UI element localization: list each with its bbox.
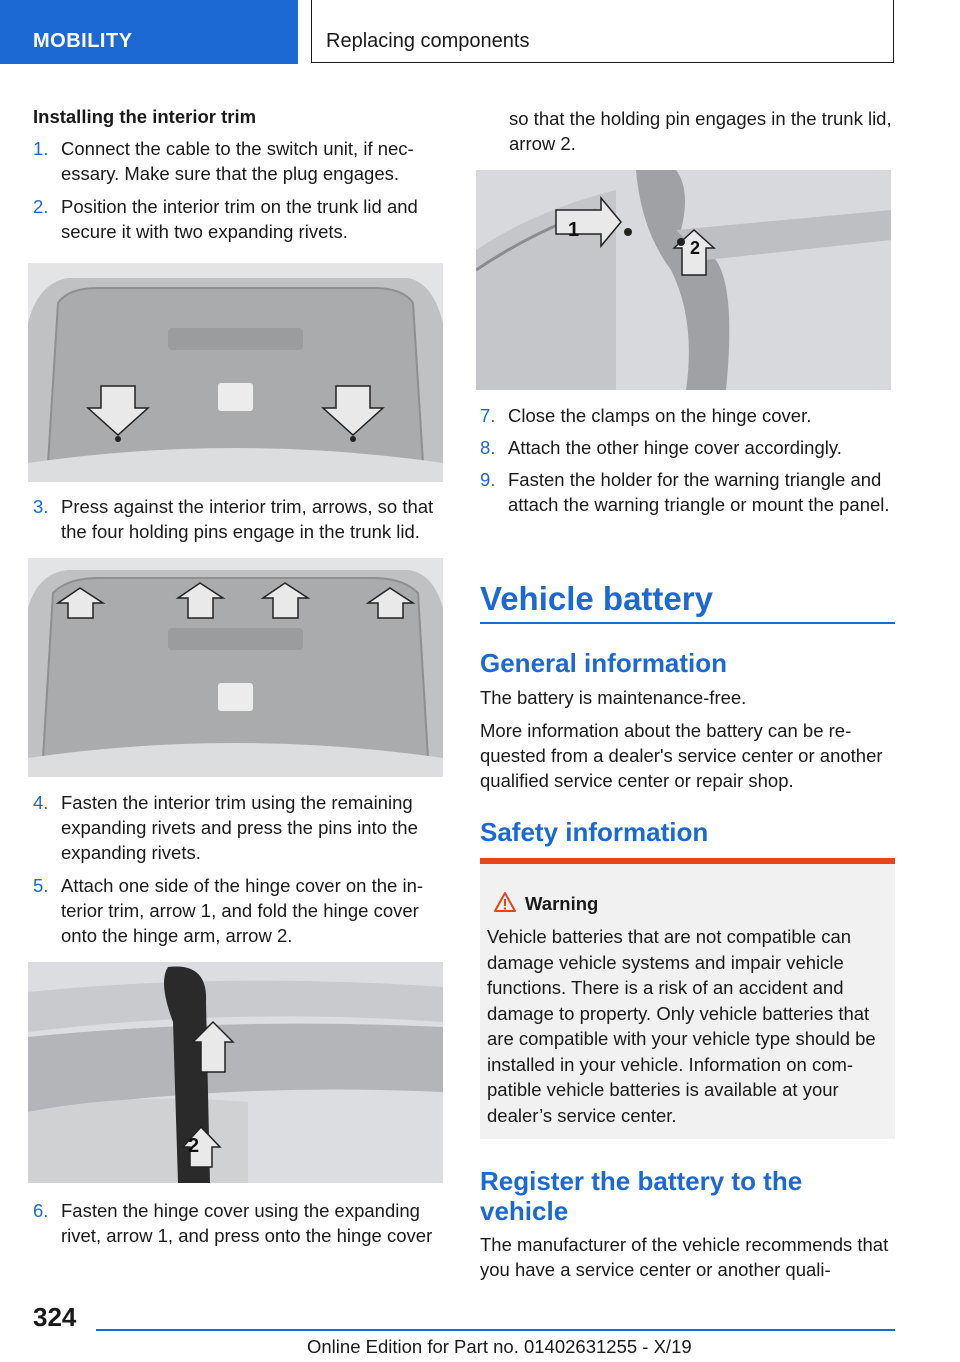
section-tab [0,0,298,64]
step-6-continuation: so that the holding pin engages in the trunk lid, arrow 2. [509,108,892,154]
heading-general-information: General information [480,648,728,678]
heading-safety-information: Safety information [480,817,709,847]
general-paragraph-1: The battery is maintenance-free. [480,687,747,708]
subheading-installing-trim: Installing the interior trim [33,106,257,127]
arrow-label-1: 1 [568,219,580,241]
figure-trunk-lid-rivets [28,263,443,482]
step-text: Fasten the holder for the warning triangle and attach the warning triangle or mount the panel. [508,469,890,515]
section-title-vehicle-battery: Vehicle battery [480,580,713,617]
step-number: 6. [33,1200,49,1221]
page-number: 324 [33,1302,77,1332]
step-number: 5. [33,875,49,896]
step-number: 8. [480,437,496,458]
step-text: Fasten the interior trim using the remaining expanding rivets and press the pins into the expanding rivets. [61,792,418,863]
step-text: Attach the other hinge cover accordingly. [508,437,842,458]
step-text: Position the interior trim on the trunk lid and secure it with two expanding rivets. [61,196,418,242]
step-text: Connect the cable to the switch unit, if nec-essary. Make sure that the plug engages. [61,138,414,184]
step-text: Close the clamps on the hinge cover. [508,405,812,426]
topic-header [311,0,894,63]
warning-text: Vehicle batteries that are not compatible can damage vehicle systems and impair vehicle functions. There is a risk of an accident and damage to property. Only vehicle batteries that are compatible with your vehicle type should be installed in your vehicle. Information on com-patible vehicle batteries is available at your dealer’s service center. [487,926,876,1126]
footer-rule [96,1329,895,1331]
step-text: Attach one side of the hinge cover on the in-terior trim, arrow 1, and fold the hinge cover onto the hinge arm, arrow 2. [61,875,424,946]
step-number: 7. [480,405,496,426]
section-title-rule [480,622,895,624]
footer-edition: Online Edition for Part no. 01402631255 - X/19 [307,1336,692,1357]
step-text: Press against the interior trim, arrows, so that the four holding pins engage in the trunk lid. [61,496,434,542]
step-number: 2. [33,196,49,217]
step-number: 4. [33,792,49,813]
general-paragraph-2: More information about the battery can be re-quested from a dealer's service center or another qualified service center or repair shop. [480,720,883,791]
arrow-label-2: 2 [690,238,701,258]
warning-title: Warning [525,893,599,914]
warning-box [480,858,895,1139]
step-number: 9. [480,469,496,490]
figure-hinge-holding-pin [476,170,891,390]
figure-hinge-cover-fold [28,962,443,1183]
section-label: MOBILITY [33,30,133,52]
step-number: 3. [33,496,49,517]
figure-trunk-lid-holding-pins [28,558,443,777]
warning-triangle-icon [493,891,517,913]
heading-register-battery: Register the battery to the vehicle [480,1166,803,1226]
topic-label: Replacing components [326,30,530,52]
step-text: Fasten the hinge cover using the expanding rivet, arrow 1, and press onto the hinge cover [61,1200,433,1246]
arrow-label-2: 2 [188,1135,200,1157]
step-number: 1. [33,138,49,159]
register-paragraph: The manufacturer of the vehicle recommends that you have a service center or another quali- [480,1234,889,1280]
